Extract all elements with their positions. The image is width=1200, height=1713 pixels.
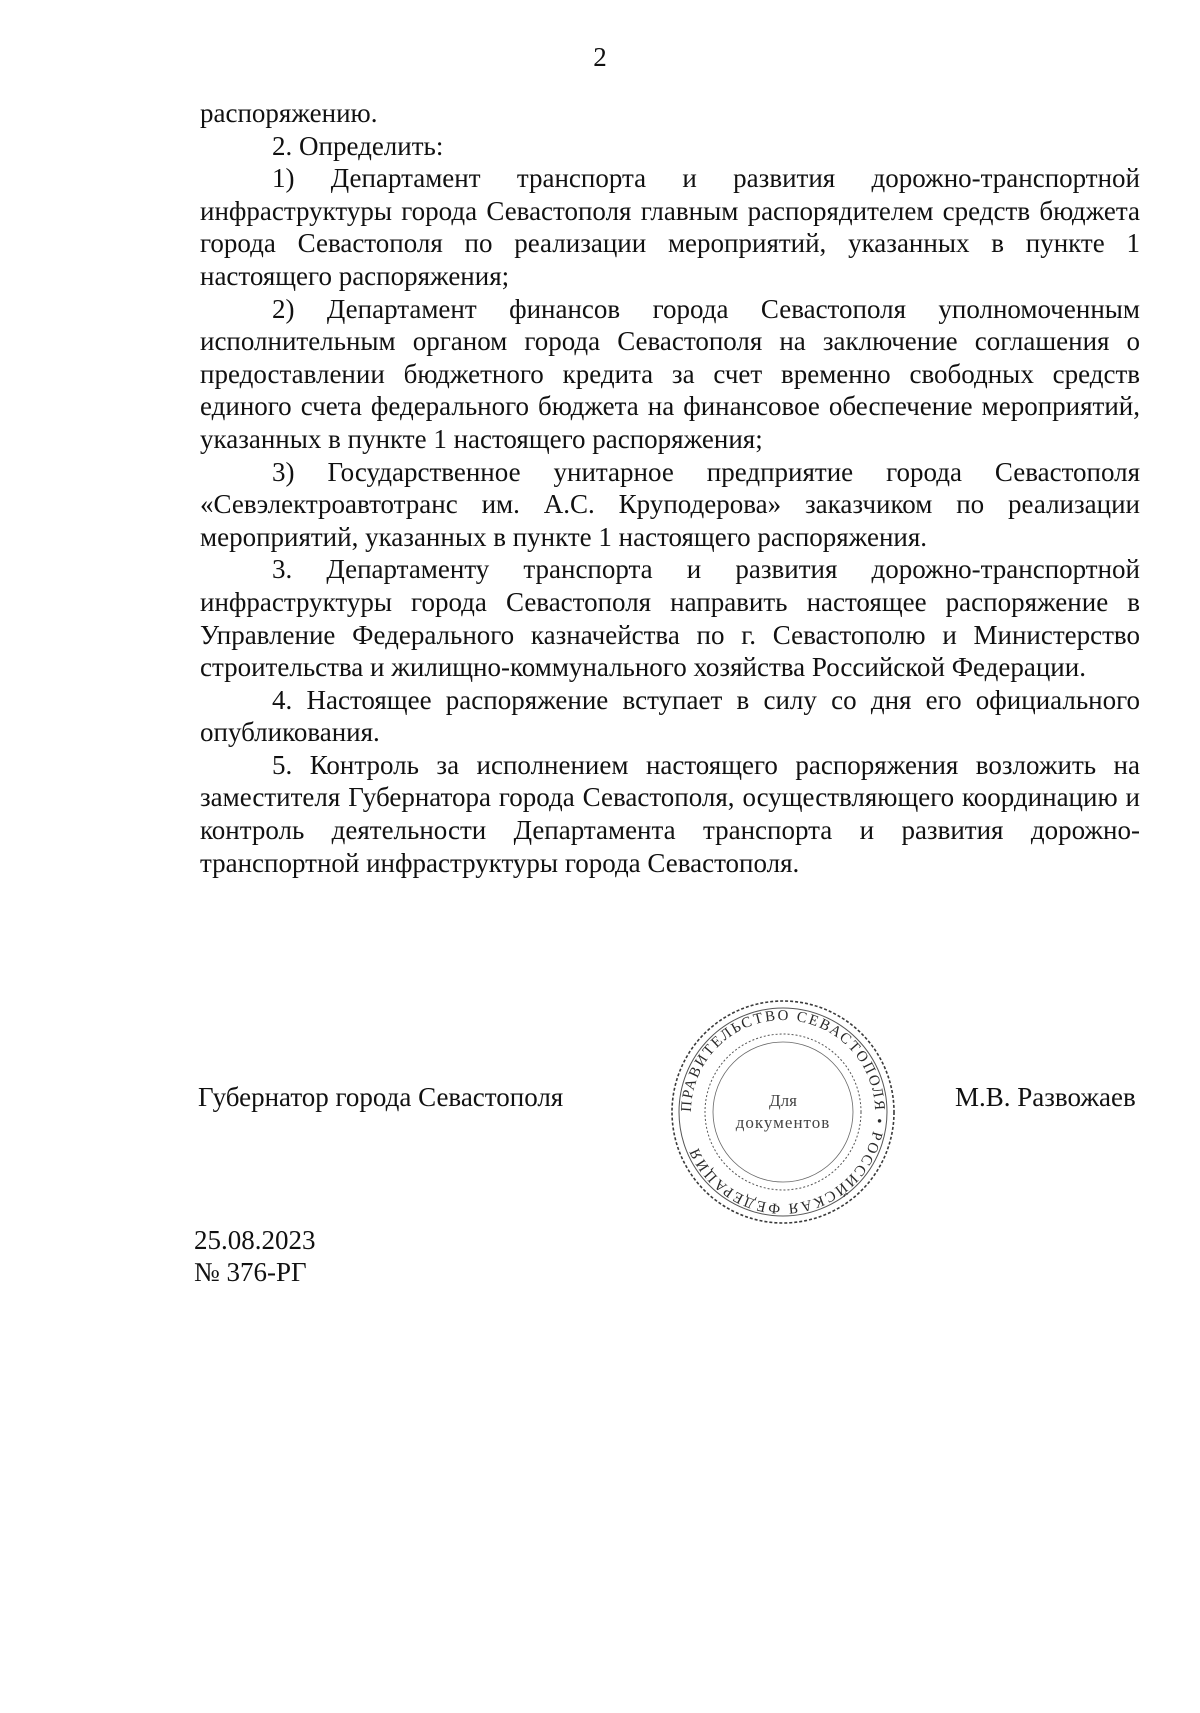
signature-name: М.В. Развожаев <box>955 1082 1136 1112</box>
document-number: № 376-РГ <box>194 1257 307 1287</box>
document-body <box>200 97 1140 879</box>
seal-outer-text: ПРАВИТЕЛЬСТВО СЕВАСТОПОЛЯ • РОССИЙСКАЯ ФЕДЕРАЦИЯ <box>678 1007 888 1217</box>
paragraph-subitem-1: 1) Департамент транспорта и развития дорожно-транспортной инфраструктуры города Севастополя главным распорядителем средств бюджета города Севастополя по реализации мероприятий, указанных в пункте 1 настоящего распоряжения; <box>200 163 1140 291</box>
seal-center-line-1: Для <box>769 1091 797 1110</box>
paragraph-continuation: распоряжению. <box>200 98 378 128</box>
paragraph-item-3: 3. Департаменту транспорта и развития дорожно-транспортной инфраструктуры города Севастополя направить настоящее распоряжение в Управление Федерального казначейства по г. Севастополю и Министерство строительства и жилищно-коммунального хозяйства Российской Федерации. <box>200 554 1140 683</box>
seal-center-line-2: документов <box>735 1113 831 1132</box>
paragraph-item-5: 5. Контроль за исполнением настоящего распоряжения возложить на заместителя Губернатора города Севастополя, осуществляющего координацию и контроль деятельности Департамента транспорта и развития дорожно-транспортной инфраструктуры города Севастополя. <box>200 749 1140 878</box>
paragraph-item-4: 4. Настоящее распоряжение вступает в силу со дня его официального опубликования. <box>200 684 1140 748</box>
paragraph-item-2: 2. Определить: <box>272 130 444 161</box>
paragraph-subitem-2: 2) Департамент финансов города Севастополя уполномоченным исполнительным органом города Севастополя на заключение соглашения о предоставлении бюджетного кредита за счет временно свободных средств единого счета федерального бюджета на финансовое обеспечение мероприятий, указанных в пункте 1 настоящего распоряжения; <box>200 293 1140 454</box>
signature-title: Губернатор города Севастополя <box>198 1082 564 1112</box>
official-seal-stamp <box>668 998 898 1226</box>
document-date: 25.08.2023 <box>194 1225 316 1255</box>
page-number: 2 <box>593 42 607 72</box>
paragraph-subitem-3: 3) Государственное унитарное предприятие города Севастополя «Севэлектроавтотранс им. А.С. Круподерова» заказчиком по реализации мероприятий, указанных в пункте 1 настоящего распоряжения. <box>200 456 1140 552</box>
